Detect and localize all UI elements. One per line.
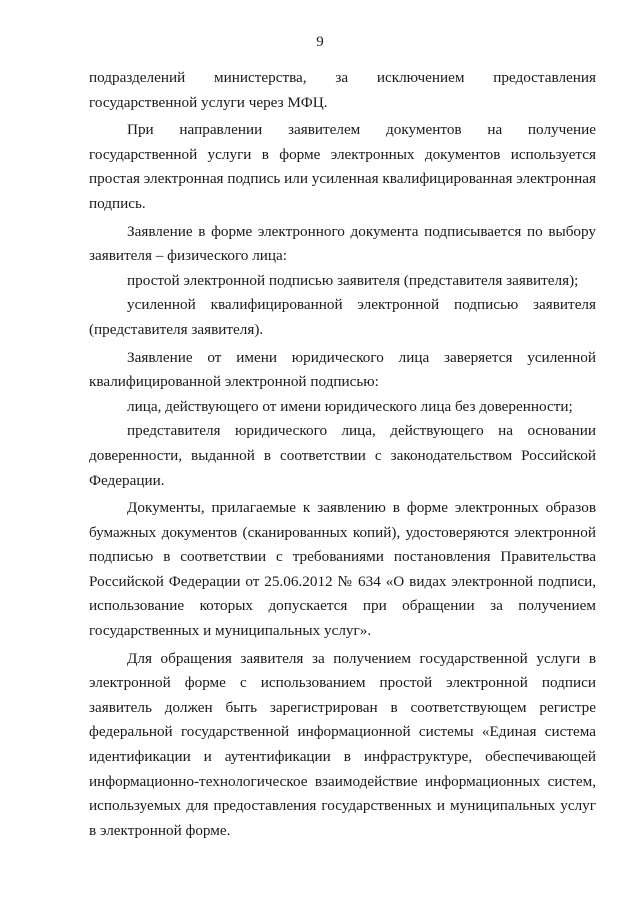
paragraph-attached-documents: Документы, прилагаемые к заявлению в форме электронных образов бумажных документов (сканированных копий), удостоверяются электронной подписью в соответствии с требованиями постановления Правительства Российской Федерации от 25.06.2012 № 634 «О видах электронной подписи, использование которых допускается при обращении за получением государственных и муниципальных услуг».: [89, 499, 596, 640]
paragraph-representative: представителя юридического лица, действующего на основании доверенности, выданной в соответствии с законодательством Российской Федерации.: [89, 422, 596, 489]
paragraph-legal-entity-application: Заявление от имени юридического лица заверяется усиленной квалифицированной электронной подписью:: [89, 348, 596, 391]
paragraph-continuation: подразделений министерства, за исключением предоставления государственной услуги через МФЦ.: [89, 69, 596, 111]
paragraph-qualified-signature: усиленной квалифицированной электронной подписью заявителя (представителя заявителя).: [89, 296, 596, 338]
paragraph-individual-application: Заявление в форме электронного документа подписывается по выбору заявителя – физического лица:: [89, 222, 596, 265]
paragraph-simple-signature: простой электронной подписью заявителя (представителя заявителя);: [127, 271, 579, 289]
paragraph-esia-registration: Для обращения заявителя за получением государственной услуги в электронной форме с использованием простой электронной подписи заявитель должен быть зарегистрирован в соответствующем регистре федеральной государственной информационной системы «Единая система идентификации и аутентификации в инфраструктуре, обеспечивающей информационно-технологическое взаимодействие информационных систем, используемых для предоставления государственных и муниципальных услуг в электронной форме.: [89, 649, 596, 839]
document-body: [89, 66, 596, 843]
page-number: 9: [316, 34, 324, 50]
paragraph-without-power-of-attorney: лица, действующего от имени юридического лица без доверенности;: [127, 397, 573, 415]
paragraph-signature-types: При направлении заявителем документов на получение государственной услуги в форме электронных документов используется простая электронная подпись или усиленная квалифицированная электронная подпись.: [89, 121, 596, 212]
